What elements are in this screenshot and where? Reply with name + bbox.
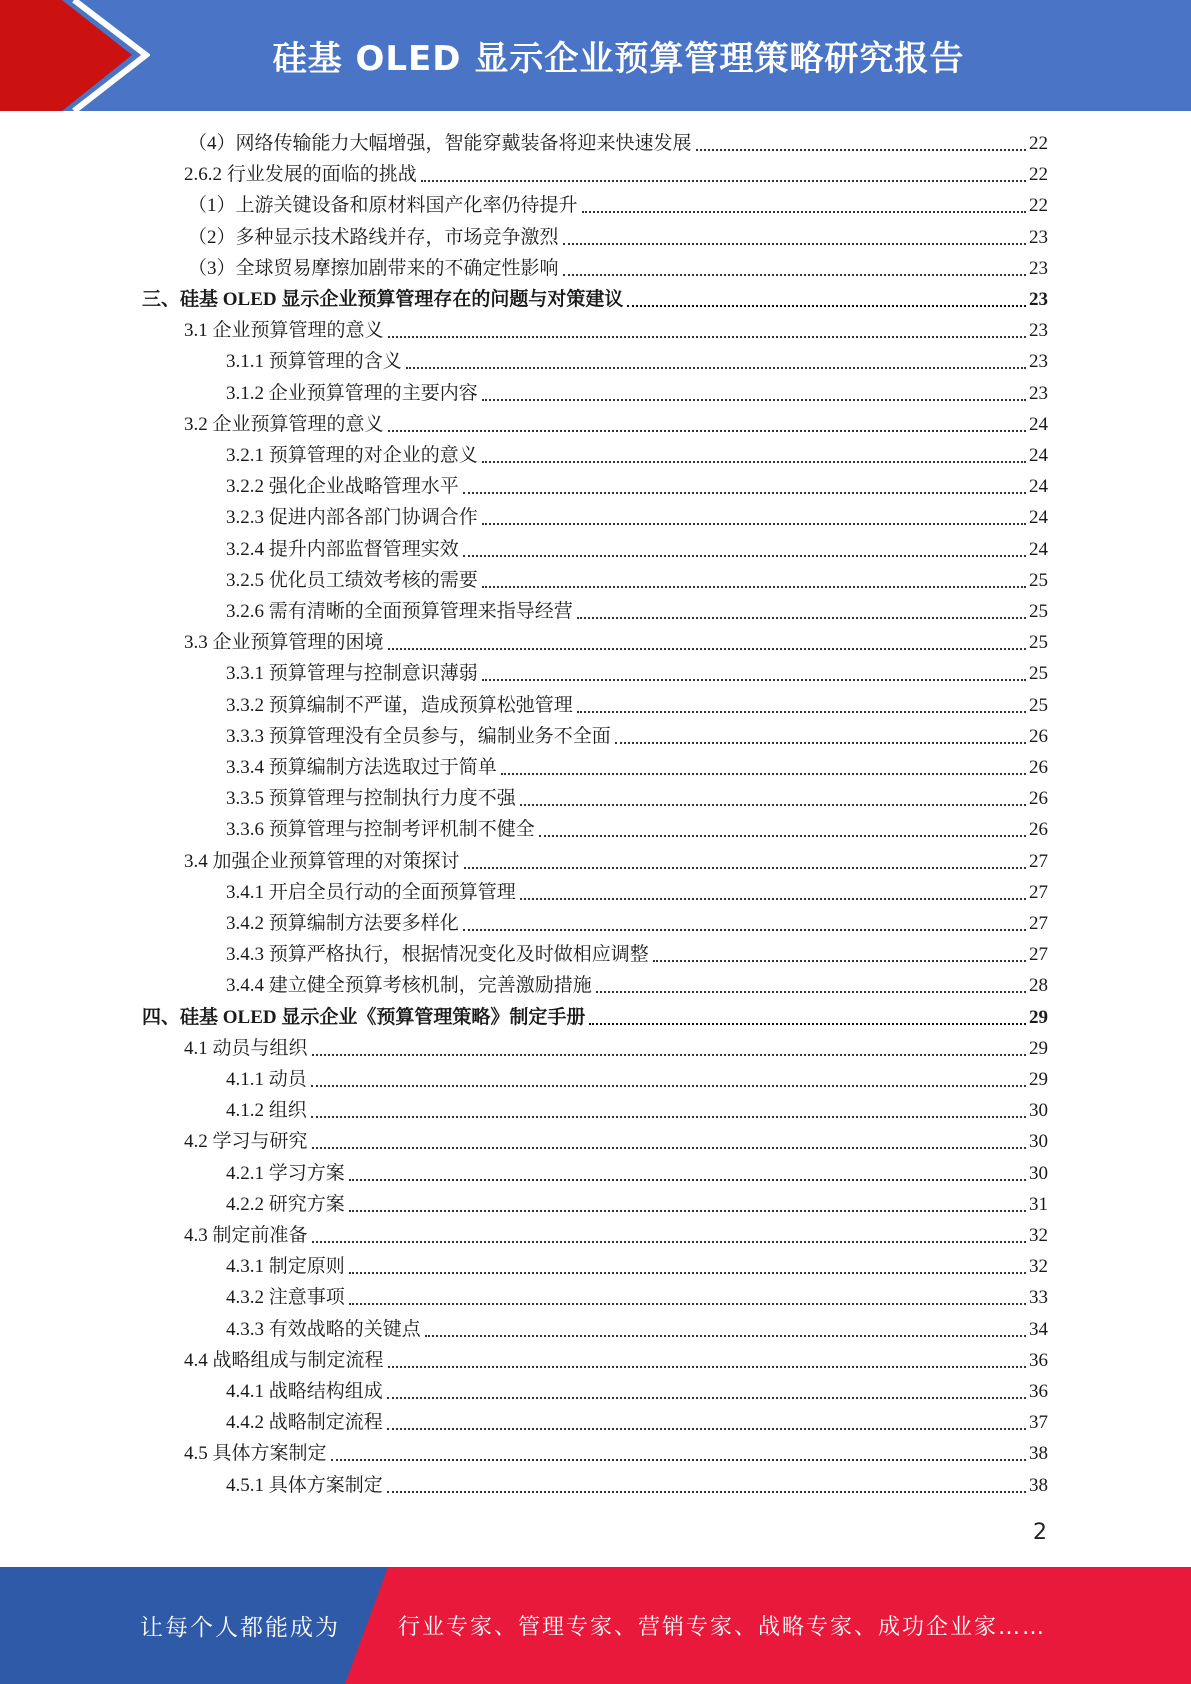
- toc-entry[interactable]: [226, 812, 1048, 843]
- toc-entry[interactable]: [142, 282, 1048, 313]
- toc-entry-page: 29: [1029, 1037, 1048, 1059]
- toc-dot-leader: [388, 336, 1026, 338]
- toc-entry-page: 26: [1029, 819, 1048, 841]
- toc-dot-leader: [596, 991, 1026, 993]
- toc-dot-leader: [463, 929, 1026, 931]
- toc-entry[interactable]: [226, 1249, 1048, 1280]
- toc-entry-title: 3.2.4 提升内部监督管理实效: [226, 538, 459, 560]
- toc-entry-page: 24: [1029, 538, 1048, 560]
- toc-dot-leader: [388, 648, 1026, 650]
- toc-entry[interactable]: [184, 407, 1048, 438]
- toc-entry[interactable]: [184, 625, 1048, 656]
- toc-entry-title: 4.2.2 研究方案: [226, 1193, 345, 1215]
- toc-dot-leader: [463, 492, 1026, 494]
- toc-dot-leader: [387, 1428, 1026, 1430]
- toc-entry[interactable]: [226, 1468, 1048, 1499]
- toc-entry-title: 4.2.1 学习方案: [226, 1162, 345, 1184]
- toc-dot-leader: [463, 555, 1026, 557]
- toc-entry-page: 27: [1029, 944, 1048, 966]
- toc-entry-page: 24: [1029, 476, 1048, 498]
- toc-dot-leader: [349, 1303, 1026, 1305]
- toc-entry-title: 3.4.4 建立健全预算考核机制，完善激励措施: [226, 975, 592, 997]
- toc-entry-page: 22: [1029, 195, 1048, 217]
- toc-dot-leader: [331, 1459, 1026, 1461]
- toc-entry-page: 26: [1029, 788, 1048, 810]
- toc-entry-title: 4.4 战略组成与制定流程: [184, 1349, 384, 1371]
- toc-entry-page: 27: [1029, 850, 1048, 872]
- toc-dot-leader: [482, 461, 1026, 463]
- toc-dot-leader: [589, 1023, 1026, 1025]
- toc-entry-title: （1）上游关键设备和原材料国产化率仍待提升: [188, 195, 578, 217]
- toc-dot-leader: [482, 399, 1026, 401]
- toc-entry-page: 25: [1029, 601, 1048, 622]
- toc-entry-title: 3.2.2 强化企业战略管理水平: [226, 476, 459, 498]
- toc-entry-page: 30: [1029, 1162, 1048, 1184]
- toc-dot-leader: [501, 773, 1026, 775]
- toc-entry-title: 3.1 企业预算管理的意义: [184, 320, 384, 342]
- toc-entry-title: 3.1.2 企业预算管理的主要内容: [226, 382, 478, 404]
- toc-entry-title: 四、硅基 OLED 显示企业《预算管理策略》制定手册: [142, 1006, 586, 1028]
- toc-entry[interactable]: [226, 1062, 1048, 1093]
- toc-dot-leader: [615, 742, 1026, 744]
- toc-dot-leader: [349, 1272, 1026, 1274]
- toc-entry[interactable]: [226, 875, 1048, 906]
- toc-entry-page: 24: [1029, 413, 1048, 435]
- toc-entry-title: 3.4.2 预算编制方法要多样化: [226, 913, 459, 934]
- toc-entry[interactable]: [226, 1374, 1048, 1405]
- toc-dot-leader: [312, 1241, 1026, 1243]
- toc-entry-page: 36: [1029, 1381, 1048, 1402]
- toc-entry-page: 36: [1029, 1349, 1048, 1371]
- toc-entry-page: 23: [1029, 382, 1048, 404]
- toc-entry-title: 4.5.1 具体方案制定: [226, 1474, 383, 1496]
- toc-dot-leader: [577, 617, 1026, 619]
- toc-entry-page: 22: [1029, 133, 1048, 154]
- toc-entry[interactable]: [226, 781, 1048, 812]
- toc-entry[interactable]: [184, 1124, 1048, 1155]
- toc-entry-page: 33: [1029, 1287, 1048, 1309]
- report-title: 硅基 OLED 显示企业预算管理策略研究报告: [272, 39, 965, 79]
- header-banner: [0, 0, 1191, 111]
- toc-dot-leader: [482, 523, 1026, 525]
- toc-entry-title: （4）网络传输能力大幅增强，智能穿戴装备将迎来快速发展: [188, 133, 692, 154]
- toc-entry-title: 4.3.3 有效战略的关键点: [226, 1318, 421, 1340]
- toc-entry-page: 24: [1029, 507, 1048, 529]
- toc-entry-page: 38: [1029, 1443, 1048, 1465]
- toc-dot-leader: [653, 960, 1026, 962]
- toc-entry[interactable]: [184, 313, 1048, 344]
- toc-entry-page: 27: [1029, 881, 1048, 903]
- toc-dot-leader: [312, 1054, 1026, 1056]
- toc-entry[interactable]: [226, 906, 1048, 937]
- toc-entry[interactable]: [226, 1405, 1048, 1436]
- toc-entry-title: 4.5 具体方案制定: [184, 1443, 327, 1465]
- toc-dot-leader: [577, 711, 1026, 713]
- toc-entry-page: 24: [1029, 445, 1048, 466]
- toc-entry[interactable]: [226, 1187, 1048, 1218]
- toc-dot-leader: [388, 1366, 1026, 1368]
- toc-entry-title: 3.3.5 预算管理与控制执行力度不强: [226, 788, 516, 810]
- toc-dot-leader: [520, 804, 1026, 806]
- toc-entry[interactable]: [226, 656, 1048, 687]
- toc-entry-title: 3.2.5 优化员工绩效考核的需要: [226, 569, 478, 591]
- toc-dot-leader: [464, 867, 1026, 869]
- toc-dot-leader: [349, 1179, 1026, 1181]
- toc-entry-page: 23: [1029, 351, 1048, 373]
- toc-entry-title: 3.4 加强企业预算管理的对策探讨: [184, 850, 460, 872]
- toc-entry-title: 3.4.1 开启全员行动的全面预算管理: [226, 881, 516, 903]
- toc-entry-title: 3.3.2 预算编制不严谨，造成预算松弛管理: [226, 694, 573, 716]
- toc-entry[interactable]: [226, 563, 1048, 594]
- toc-entry-title: 4.3.1 制定原则: [226, 1256, 345, 1278]
- toc-entry-page: 38: [1029, 1474, 1048, 1496]
- toc-entry[interactable]: [188, 251, 1048, 282]
- toc-entry[interactable]: [226, 532, 1048, 563]
- toc-entry-page: 23: [1029, 226, 1048, 248]
- toc-dot-leader: [421, 180, 1026, 182]
- toc-dot-leader: [349, 1210, 1026, 1212]
- toc-entry-title: 3.2.3 促进内部各部门协调合作: [226, 507, 478, 529]
- toc-entry[interactable]: [226, 719, 1048, 750]
- toc-entry-page: 37: [1029, 1412, 1048, 1434]
- toc-entry-title: 3.2 企业预算管理的意义: [184, 413, 384, 435]
- toc-entry-page: 25: [1029, 569, 1048, 591]
- toc-entry-title: 3.3.6 预算管理与控制考评机制不健全: [226, 819, 535, 841]
- toc-entry-title: 3.2.1 预算管理的对企业的意义: [226, 445, 478, 466]
- toc-dot-leader: [482, 679, 1026, 681]
- toc-entry-title: 3.2.6 需有清晰的全面预算管理来指导经营: [226, 601, 573, 622]
- toc-entry-title: 2.6.2 行业发展的面临的挑战: [184, 164, 417, 186]
- toc-entry-title: 3.3.1 预算管理与控制意识薄弱: [226, 663, 478, 685]
- toc-entry-title: 3.3 企业预算管理的困境: [184, 632, 384, 654]
- toc-entry-page: 28: [1029, 975, 1048, 997]
- toc-entry-page: 25: [1029, 694, 1048, 716]
- footer-slogan-right: 行业专家、管理专家、营销专家、战略专家、成功企业家……: [398, 1615, 1047, 1640]
- toc-dot-leader: [406, 367, 1026, 369]
- toc-entry[interactable]: [226, 1312, 1048, 1343]
- toc-entry-page: 32: [1029, 1256, 1048, 1278]
- toc-dot-leader: [539, 835, 1026, 837]
- toc-entry-page: 26: [1029, 757, 1048, 778]
- toc-entry-page: 29: [1029, 1006, 1048, 1028]
- toc-dot-leader: [388, 430, 1026, 432]
- toc-entry[interactable]: [188, 126, 1048, 157]
- toc-entry[interactable]: [184, 157, 1048, 188]
- toc-entry-title: （2）多种显示技术路线并存，市场竞争激烈: [188, 226, 559, 248]
- toc-entry-title: 3.4.3 预算严格执行，根据情况变化及时做相应调整: [226, 944, 649, 966]
- toc-entry-title: （3）全球贸易摩擦加剧带来的不确定性影响: [188, 257, 559, 279]
- toc-dot-leader: [482, 586, 1026, 588]
- toc-entry[interactable]: [226, 344, 1048, 375]
- toc-entry-title: 3.1.1 预算管理的含义: [226, 351, 402, 373]
- toc-entry[interactable]: [226, 937, 1048, 968]
- toc-entry-page: 25: [1029, 632, 1048, 654]
- toc-entry-page: 32: [1029, 1225, 1048, 1246]
- toc-entry[interactable]: [226, 594, 1048, 625]
- toc-entry[interactable]: [226, 750, 1048, 781]
- toc-entry-page: 31: [1029, 1193, 1048, 1215]
- toc-entry-title: 4.4.1 战略结构组成: [226, 1381, 383, 1402]
- toc-entry[interactable]: [184, 1031, 1048, 1062]
- toc-dot-leader: [520, 898, 1026, 900]
- toc-entry[interactable]: [226, 1093, 1048, 1124]
- toc-entry-title: 4.3.2 注意事项: [226, 1287, 345, 1309]
- toc-dot-leader: [311, 1085, 1026, 1087]
- toc-entry[interactable]: [184, 1343, 1048, 1374]
- toc-entry[interactable]: [226, 1156, 1048, 1187]
- toc-entry-title: 4.4.2 战略制定流程: [226, 1412, 383, 1434]
- toc-entry-title: 三、硅基 OLED 显示企业预算管理存在的问题与对策建议: [142, 289, 624, 310]
- toc-entry[interactable]: [226, 968, 1048, 999]
- toc-entry-title: 4.3 制定前准备: [184, 1225, 308, 1246]
- toc-entry-title: 3.3.3 预算管理没有全员参与，编制业务不全面: [226, 725, 611, 747]
- toc-entry-title: 4.1.2 组织: [226, 1100, 307, 1122]
- toc-dot-leader: [311, 1116, 1026, 1118]
- toc-entry[interactable]: [142, 1000, 1048, 1031]
- toc-entry[interactable]: [184, 844, 1048, 875]
- toc-dot-leader: [387, 1397, 1026, 1399]
- toc-dot-leader: [312, 1147, 1026, 1149]
- toc-entry-page: 25: [1029, 663, 1048, 685]
- toc-entry-page: 30: [1029, 1131, 1048, 1153]
- toc-dot-leader: [627, 305, 1026, 307]
- toc-entry-title: 4.2 学习与研究: [184, 1131, 308, 1153]
- toc-entry-title: 3.3.4 预算编制方法选取过于简单: [226, 757, 497, 778]
- toc-dot-leader: [582, 211, 1026, 213]
- toc-entry-page: 30: [1029, 1100, 1048, 1122]
- toc-entry[interactable]: [226, 469, 1048, 500]
- toc-dot-leader: [563, 243, 1026, 245]
- toc-dot-leader: [425, 1335, 1026, 1337]
- toc-entry[interactable]: [188, 188, 1048, 219]
- toc-dot-leader: [387, 1491, 1026, 1493]
- footer-slogan-left: 让每个人都能成为: [140, 1615, 340, 1641]
- toc-entry-page: 29: [1029, 1069, 1048, 1090]
- toc-dot-leader: [563, 274, 1026, 276]
- toc-entry[interactable]: [188, 220, 1048, 251]
- toc-entry[interactable]: [226, 438, 1048, 469]
- toc-dot-leader: [696, 149, 1026, 151]
- toc-entry-page: 23: [1029, 289, 1048, 310]
- toc-entry[interactable]: [226, 500, 1048, 531]
- toc-entry[interactable]: [184, 1436, 1048, 1467]
- toc-entry-page: 22: [1029, 164, 1048, 186]
- toc-entry[interactable]: [226, 1280, 1048, 1311]
- toc-entry-page: 23: [1029, 257, 1048, 279]
- toc-entry-page: 26: [1029, 725, 1048, 747]
- toc-entry-title: 4.1 动员与组织: [184, 1037, 308, 1059]
- toc-entry[interactable]: [226, 688, 1048, 719]
- toc-entry-page: 27: [1029, 913, 1048, 934]
- footer-banner: [0, 1567, 1191, 1684]
- page-number: 2: [1033, 1520, 1047, 1545]
- toc-entry-title: 4.1.1 动员: [226, 1069, 307, 1090]
- toc-entry[interactable]: [184, 1218, 1048, 1249]
- toc-entry-page: 23: [1029, 320, 1048, 342]
- toc-entry-page: 34: [1029, 1318, 1048, 1340]
- toc-entry[interactable]: [226, 376, 1048, 407]
